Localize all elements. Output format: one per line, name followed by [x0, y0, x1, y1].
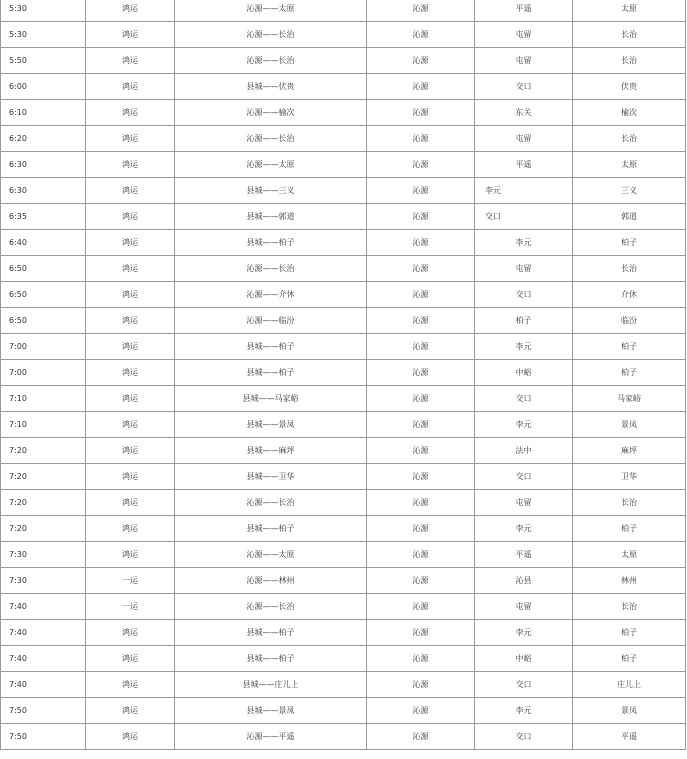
destination-cell: 榆次 [573, 100, 686, 126]
origin-cell: 沁源 [367, 100, 475, 126]
route-cell: 沁源——太原 [175, 152, 367, 178]
departure-time-cell: 6:30 [1, 178, 86, 204]
route-cell: 沁源——林州 [175, 568, 367, 594]
destination-cell: 太原 [573, 0, 686, 22]
departure-time-cell: 7:30 [1, 542, 86, 568]
route-cell: 沁源——长治 [175, 22, 367, 48]
company-cell: 鸿运 [86, 360, 175, 386]
company-cell: 鸿运 [86, 490, 175, 516]
table-row [1, 126, 686, 152]
via-cell: 东关 [475, 100, 573, 126]
via-cell: 交口 [475, 386, 573, 412]
via-cell: 沁县 [475, 568, 573, 594]
destination-cell: 长治 [573, 256, 686, 282]
route-cell: 县城——柏子 [175, 620, 367, 646]
departure-time-cell: 7:10 [1, 386, 86, 412]
table-row [1, 490, 686, 516]
route-cell: 沁源——长治 [175, 48, 367, 74]
table-row [1, 100, 686, 126]
route-cell: 沁源——长治 [175, 126, 367, 152]
origin-cell: 沁源 [367, 672, 475, 698]
company-cell: 鸿运 [86, 256, 175, 282]
departure-time-cell: 5:30 [1, 0, 86, 22]
via-cell: 屯留 [475, 48, 573, 74]
route-cell: 县城——柏子 [175, 360, 367, 386]
destination-cell: 卫华 [573, 464, 686, 490]
destination-cell: 临汾 [573, 308, 686, 334]
origin-cell: 沁源 [367, 646, 475, 672]
table-row [1, 230, 686, 256]
origin-cell: 沁源 [367, 620, 475, 646]
destination-cell: 景凤 [573, 412, 686, 438]
table-row [1, 204, 686, 230]
origin-cell: 沁源 [367, 74, 475, 100]
table-row [1, 334, 686, 360]
table-row [1, 646, 686, 672]
company-cell: 鸿运 [86, 74, 175, 100]
origin-cell: 沁源 [367, 204, 475, 230]
via-cell: 屯留 [475, 594, 573, 620]
departure-time-cell: 6:30 [1, 152, 86, 178]
departure-time-cell: 7:10 [1, 412, 86, 438]
destination-cell: 长治 [573, 48, 686, 74]
origin-cell: 沁源 [367, 464, 475, 490]
company-cell: 鸿运 [86, 334, 175, 360]
via-cell: 交口 [475, 282, 573, 308]
departure-time-cell: 7:20 [1, 516, 86, 542]
departure-time-cell: 6:00 [1, 74, 86, 100]
origin-cell: 沁源 [367, 568, 475, 594]
table-row [1, 308, 686, 334]
destination-cell: 长治 [573, 490, 686, 516]
table-row [1, 412, 686, 438]
via-cell: 中峪 [475, 646, 573, 672]
table-row [1, 568, 686, 594]
destination-cell: 麻坪 [573, 438, 686, 464]
departure-time-cell: 7:40 [1, 646, 86, 672]
route-cell: 县城——麻坪 [175, 438, 367, 464]
via-cell: 平遥 [475, 542, 573, 568]
company-cell: 鸿运 [86, 282, 175, 308]
table-row [1, 152, 686, 178]
via-cell: 法中 [475, 438, 573, 464]
via-cell: 屯留 [475, 256, 573, 282]
origin-cell: 沁源 [367, 412, 475, 438]
origin-cell: 沁源 [367, 594, 475, 620]
departure-time-cell: 7:20 [1, 438, 86, 464]
table-row [1, 282, 686, 308]
company-cell: 鸿运 [86, 620, 175, 646]
table-row [1, 438, 686, 464]
departure-time-cell: 6:50 [1, 282, 86, 308]
company-cell: 鸿运 [86, 178, 175, 204]
company-cell: 鸿运 [86, 48, 175, 74]
destination-cell: 柏子 [573, 360, 686, 386]
table-row [1, 360, 686, 386]
origin-cell: 沁源 [367, 360, 475, 386]
destination-cell: 三义 [573, 178, 686, 204]
destination-cell: 柏子 [573, 646, 686, 672]
company-cell: 鸿运 [86, 646, 175, 672]
origin-cell: 沁源 [367, 516, 475, 542]
route-cell: 沁源——介休 [175, 282, 367, 308]
company-cell: 鸿运 [86, 438, 175, 464]
departure-time-cell: 7:30 [1, 568, 86, 594]
route-cell: 县城——景凤 [175, 698, 367, 724]
destination-cell: 景凤 [573, 698, 686, 724]
origin-cell: 沁源 [367, 698, 475, 724]
origin-cell: 沁源 [367, 542, 475, 568]
destination-cell: 马家峪 [573, 386, 686, 412]
via-cell: 李元 [475, 516, 573, 542]
table-row [1, 74, 686, 100]
company-cell: 鸿运 [86, 672, 175, 698]
route-cell: 沁源——平遥 [175, 724, 367, 750]
destination-cell: 太原 [573, 152, 686, 178]
via-cell: 交口 [475, 464, 573, 490]
table-row [1, 464, 686, 490]
departure-time-cell: 7:50 [1, 698, 86, 724]
origin-cell: 沁源 [367, 724, 475, 750]
company-cell: 鸿运 [86, 308, 175, 334]
destination-cell: 林州 [573, 568, 686, 594]
departure-time-cell: 7:20 [1, 490, 86, 516]
destination-cell: 柏子 [573, 230, 686, 256]
via-cell: 李元 [475, 334, 573, 360]
departure-time-cell: 6:10 [1, 100, 86, 126]
company-cell: 鸿运 [86, 152, 175, 178]
origin-cell: 沁源 [367, 230, 475, 256]
departure-time-cell: 7:00 [1, 334, 86, 360]
destination-cell: 平遥 [573, 724, 686, 750]
via-cell: 屯留 [475, 22, 573, 48]
route-cell: 沁源——临汾 [175, 308, 367, 334]
route-cell: 县城——三义 [175, 178, 367, 204]
origin-cell: 沁源 [367, 126, 475, 152]
origin-cell: 沁源 [367, 0, 475, 22]
via-cell: 交口 [475, 204, 573, 230]
table-row [1, 516, 686, 542]
company-cell: 鸿运 [86, 724, 175, 750]
origin-cell: 沁源 [367, 22, 475, 48]
table-row [1, 724, 686, 750]
departure-time-cell: 7:50 [1, 724, 86, 750]
via-cell: 交口 [475, 672, 573, 698]
destination-cell: 柏子 [573, 620, 686, 646]
origin-cell: 沁源 [367, 308, 475, 334]
table-row [1, 48, 686, 74]
departure-time-cell: 5:30 [1, 22, 86, 48]
departure-time-cell: 7:20 [1, 464, 86, 490]
destination-cell: 长治 [573, 22, 686, 48]
route-cell: 沁源——太原 [175, 542, 367, 568]
via-cell: 中峪 [475, 360, 573, 386]
destination-cell: 长治 [573, 126, 686, 152]
company-cell: 鸿运 [86, 0, 175, 22]
origin-cell: 沁源 [367, 438, 475, 464]
origin-cell: 沁源 [367, 490, 475, 516]
destination-cell: 太原 [573, 542, 686, 568]
departure-time-cell: 7:40 [1, 594, 86, 620]
company-cell: 鸿运 [86, 100, 175, 126]
origin-cell: 沁源 [367, 48, 475, 74]
destination-cell: 伏贵 [573, 74, 686, 100]
route-cell: 县城——柏子 [175, 646, 367, 672]
company-cell: 鸿运 [86, 516, 175, 542]
destination-cell: 郭道 [573, 204, 686, 230]
origin-cell: 沁源 [367, 178, 475, 204]
table-row [1, 620, 686, 646]
company-cell: 鸿运 [86, 698, 175, 724]
via-cell: 屯留 [475, 126, 573, 152]
route-cell: 县城——柏子 [175, 516, 367, 542]
company-cell: 鸿运 [86, 126, 175, 152]
departure-time-cell: 6:35 [1, 204, 86, 230]
route-cell: 县城——景凤 [175, 412, 367, 438]
route-cell: 县城——伏贵 [175, 74, 367, 100]
route-cell: 县城——卫华 [175, 464, 367, 490]
table-row [1, 178, 686, 204]
company-cell: 一运 [86, 568, 175, 594]
via-cell: 李元 [475, 230, 573, 256]
origin-cell: 沁源 [367, 282, 475, 308]
via-cell: 李元 [475, 178, 573, 204]
table-row [1, 0, 686, 22]
destination-cell: 庄儿上 [573, 672, 686, 698]
route-cell: 县城——郭道 [175, 204, 367, 230]
origin-cell: 沁源 [367, 334, 475, 360]
via-cell: 平遥 [475, 0, 573, 22]
via-cell: 交口 [475, 724, 573, 750]
via-cell: 屯留 [475, 490, 573, 516]
route-cell: 沁源——太原 [175, 0, 367, 22]
route-cell: 沁源——榆次 [175, 100, 367, 126]
company-cell: 鸿运 [86, 386, 175, 412]
route-cell: 沁源——长治 [175, 594, 367, 620]
destination-cell: 柏子 [573, 334, 686, 360]
departure-time-cell: 7:40 [1, 672, 86, 698]
route-cell: 县城——柏子 [175, 230, 367, 256]
departure-time-cell: 6:20 [1, 126, 86, 152]
departure-time-cell: 7:00 [1, 360, 86, 386]
via-cell: 平遥 [475, 152, 573, 178]
company-cell: 鸿运 [86, 230, 175, 256]
origin-cell: 沁源 [367, 386, 475, 412]
via-cell: 柏子 [475, 308, 573, 334]
destination-cell: 柏子 [573, 516, 686, 542]
route-cell: 沁源——长治 [175, 490, 367, 516]
route-cell: 县城——柏子 [175, 334, 367, 360]
origin-cell: 沁源 [367, 152, 475, 178]
via-cell: 李元 [475, 620, 573, 646]
company-cell: 鸿运 [86, 204, 175, 230]
table-row [1, 386, 686, 412]
company-cell: 鸿运 [86, 22, 175, 48]
company-cell: 一运 [86, 594, 175, 620]
route-cell: 县城——马家峪 [175, 386, 367, 412]
departure-time-cell: 5:50 [1, 48, 86, 74]
company-cell: 鸿运 [86, 412, 175, 438]
table-row [1, 594, 686, 620]
origin-cell: 沁源 [367, 256, 475, 282]
route-cell: 县城——庄儿上 [175, 672, 367, 698]
table-row [1, 672, 686, 698]
schedule-body [1, 0, 686, 750]
via-cell: 李元 [475, 698, 573, 724]
via-cell: 李元 [475, 412, 573, 438]
departure-time-cell: 7:40 [1, 620, 86, 646]
route-cell: 沁源——长治 [175, 256, 367, 282]
table-row [1, 542, 686, 568]
table-row [1, 22, 686, 48]
table-row [1, 698, 686, 724]
departure-time-cell: 6:50 [1, 308, 86, 334]
via-cell: 交口 [475, 74, 573, 100]
company-cell: 鸿运 [86, 464, 175, 490]
destination-cell: 介休 [573, 282, 686, 308]
table-row [1, 256, 686, 282]
departure-time-cell: 6:40 [1, 230, 86, 256]
destination-cell: 长治 [573, 594, 686, 620]
company-cell: 鸿运 [86, 542, 175, 568]
departure-time-cell: 6:50 [1, 256, 86, 282]
